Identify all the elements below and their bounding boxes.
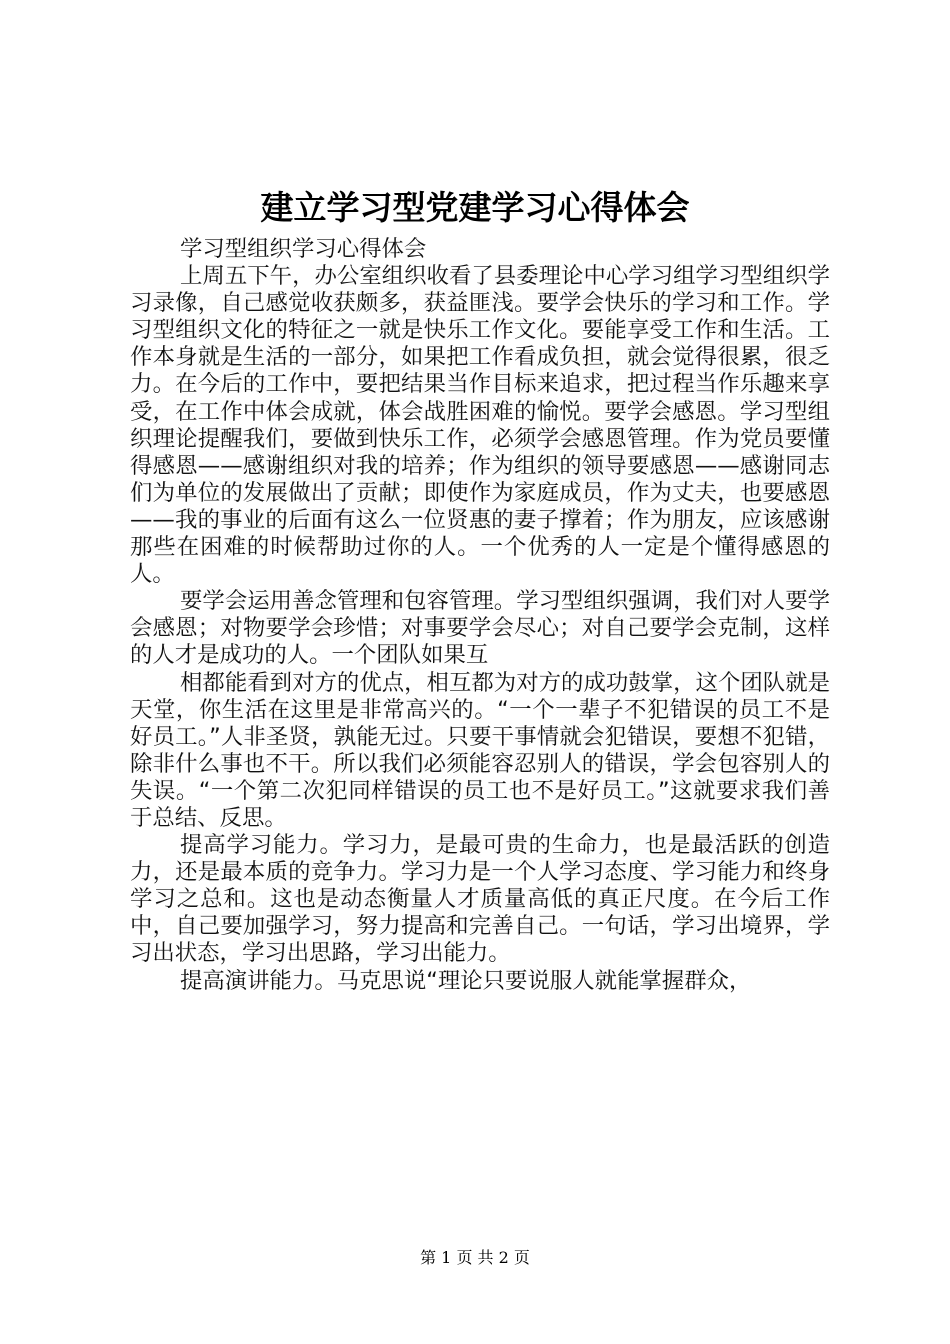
document-body: [130, 236, 830, 995]
document-title: 建立学习型党建学习心得体会: [260, 188, 690, 227]
paragraph-speech-ability: 提高演讲能力。马克思说“理论只要说服人就能掌握群众，: [180, 967, 752, 994]
paragraph-learning-ability: 提高学习能力。学习力，是最可贵的生命力，也是最活跃的创造力，还是最本质的竞争力。学习力是一个人学习态度、学习能力和终身学习之总和。这也是动态衡量人才质量高低的真正尺度。在今后工作中，自己要加强学习，努力提高和完善自己。一句话，学习出境界，学习出状态，学习出思路，学习出能力。: [130, 832, 830, 967]
paragraph-subtitle: 学习型组织学习心得体会: [180, 236, 427, 262]
page-number-footer: 第 1 页 共 2 页: [420, 1248, 530, 1267]
paragraph-happy-work: 上周五下午，办公室组织收看了县委理论中心学习组学习型组织学习录像，自己感觉收获颇多，获益匪浅。要学会快乐的学习和工作。学习型组织文化的特征之一就是快乐工作文化。要能享受工作和生活。工作本身就是生活的一部分，如果把工作看成负担，就会觉得很累，很乏力。在今后的工作中，要把结果当作目标来追求，把过程当作乐趣来享受，在工作中体会成就，体会战胜困难的愉悦。要学会感恩。学习型组织理论提醒我们，要做到快乐工作，必须学会感恩管理。作为党员要懂得感恩——感谢组织对我的培养；作为组织的领导要感恩——感谢同志们为单位的发展做出了贡献；即使作为家庭成员，作为丈夫，也要感恩——我的事业的后面有这么一位贤惠的妻子撑着；作为朋友，应该感谢那些在困难的时候帮助过你的人。一个优秀的人一定是个懂得感恩的人。: [130, 263, 830, 588]
paragraph-tolerance-management: 要学会运用善念管理和包容管理。学习型组织强调，我们对人要学会感恩；对物要学会珍惜；对事要学会尽心；对自己要学会克制，这样的人才是成功的人。一个团队如果互: [130, 588, 830, 669]
paragraph-team-mistakes: 相都能看到对方的优点，相互都为对方的成功鼓掌，这个团队就是天堂，你生活在这里是非常高兴的。“一个一辈子不犯错误的员工不是好员工。”人非圣贤，孰能无过。只要干事情就会犯错误，要想不犯错，除非什么事也不干。所以我们必须能容忍别人的错误，学会包容别人的失误。“一个第二次犯同样错误的员工也不是好员工。”这就要求我们善于总结、反思。: [130, 669, 830, 831]
